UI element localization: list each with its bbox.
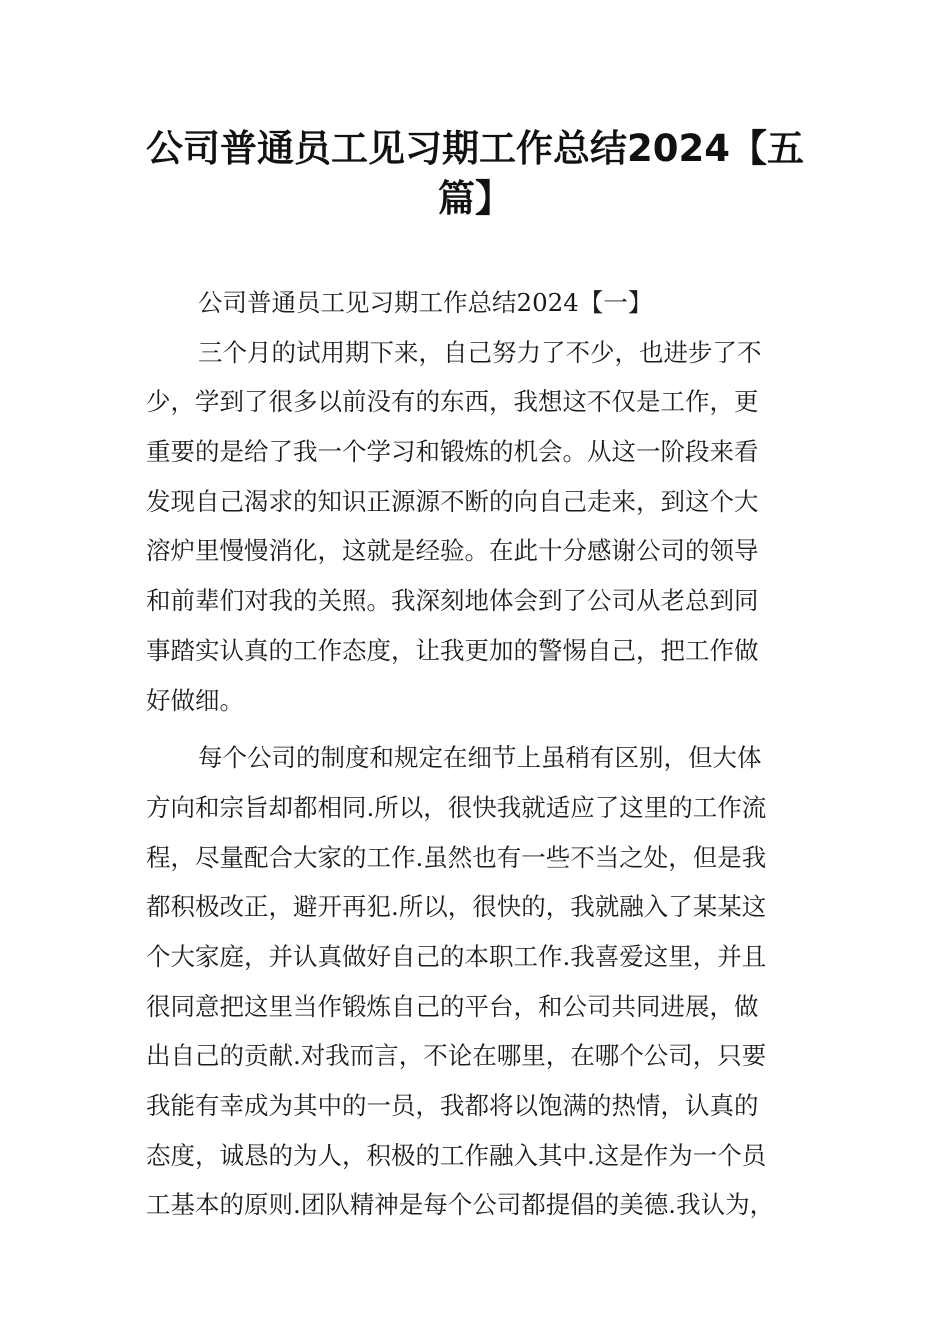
paragraph-line: 方向和宗旨却都相同.所以，很快我就适应了这里的工作流: [146, 792, 767, 822]
paragraph-line: 个大家庭，并认真做好自己的本职工作.我喜爱这里，并且: [146, 941, 767, 971]
paragraph-line: 三个月的试用期下来，自己努力了不少，也进步了不: [198, 337, 762, 367]
paragraph-line: 和前辈们对我的关照。我深刻地体会到了公司从老总到同: [146, 586, 759, 616]
paragraph-line: 发现自己渴求的知识正源源不断的向自己走来，到这个大: [146, 486, 759, 516]
paragraph-1: [146, 328, 810, 726]
paragraph-line: 程，尽量配合大家的工作.虽然也有一些不当之处，但是我: [146, 842, 767, 872]
paragraph-line: 每个公司的制度和规定在细节上虽稍有区别，但大体: [198, 743, 762, 773]
paragraph-line: 溶炉里慢慢消化，这就是经验。在此十分感谢公司的领导: [146, 536, 759, 566]
document-title: 公司普通员工见习期工作总结2024【五篇】: [146, 127, 804, 220]
paragraph-line: 态度，诚恳的为人，积极的工作融入其中.这是作为一个员: [146, 1140, 767, 1170]
document-body: [146, 278, 810, 1230]
paragraph-line: 事踏实认真的工作态度，让我更加的警惕自己，把工作做: [146, 635, 759, 665]
paragraph-line: 很同意把这里当作锻炼自己的平台，和公司共同进展，做: [146, 991, 759, 1021]
paragraph-line: 工基本的原则.团队精神是每个公司都提倡的美德.我认为，: [146, 1190, 775, 1220]
paragraph-line: 少，学到了很多以前没有的东西，我想这不仅是工作，更: [146, 387, 759, 417]
paragraph-line: 好做细。: [146, 685, 244, 715]
paragraph-spacer: [146, 725, 810, 733]
paragraph-line: 出自己的贡献.对我而言，不论在哪里，在哪个公司，只要: [146, 1041, 767, 1071]
paragraph-2: [146, 733, 810, 1230]
paragraph-line: 我能有幸成为其中的一员，我都将以饱满的热情，认真的: [146, 1091, 759, 1120]
paragraph-line: 都积极改正，避开再犯.所以，很快的，我就融入了某某这: [146, 892, 767, 922]
paragraph-line: 重要的是给了我一个学习和锻炼的机会。从这一阶段来看: [146, 437, 759, 467]
section-subtitle: 公司普通员工见习期工作总结2024【一】: [198, 288, 653, 317]
